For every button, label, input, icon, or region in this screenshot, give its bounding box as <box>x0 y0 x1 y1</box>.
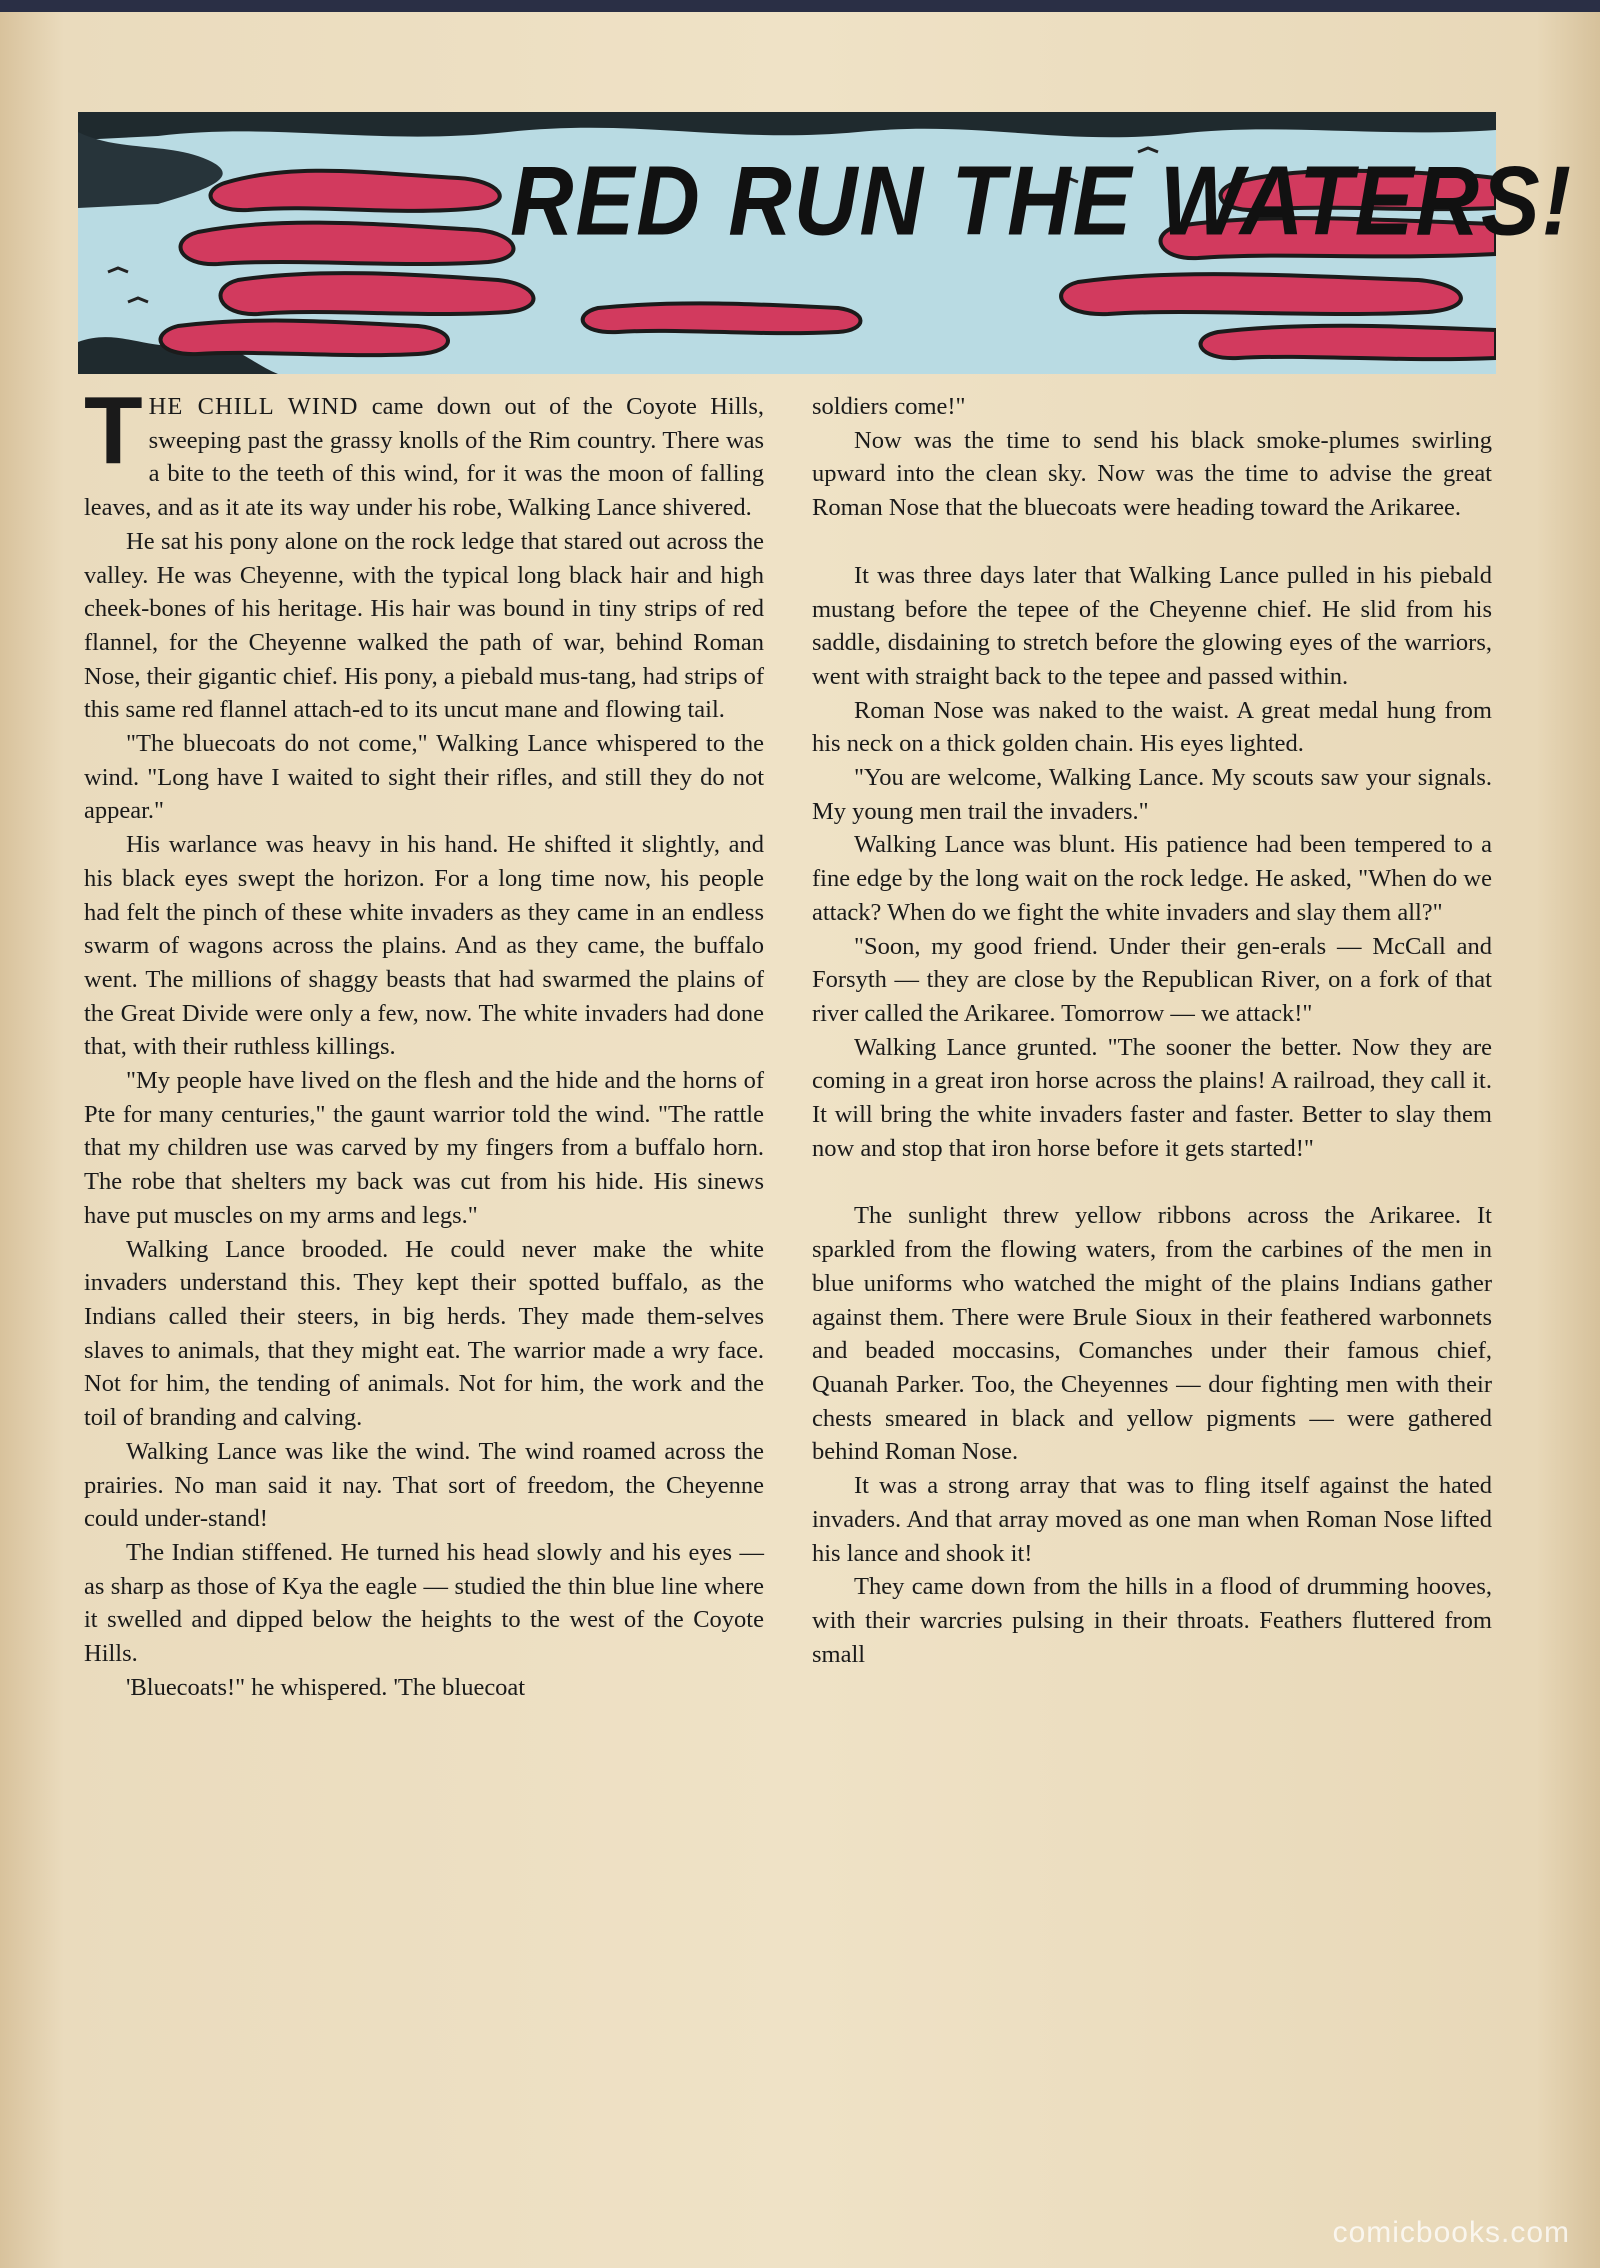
paragraph: He sat his pony alone on the rock ledge that stared out across the valley. He was Cheyenne, with the typical long black hair and high cheek-bones of his heritage. His hair was bound in tiny strips of red flannel, for the Cheyenne walked the path of war, behind Roman Nose, their gigantic chief. His pony, a piebald mus-tang, had strips of this same red flannel attach-ed to its uncut mane and flowing tail. <box>84 527 764 724</box>
paragraph: Walking Lance brooded. He could never make the white invaders understand this. They kept their spotted buffalo, as the Indians called their steers, in big herds. They made them-selves slaves to animals, that they might eat. The warrior made a wry face. Not for him, the tending of animals. Not for him, the work and the toil of branding and calving. <box>84 1235 764 1432</box>
drop-cap: T <box>84 377 143 484</box>
paragraph: The Indian stiffened. He turned his head slowly and his eyes — as sharp as those of Kya the eagle — studied the thin blue line where it swelled and dipped below the heights to the west of the Coyote Hills. <box>84 1538 764 1668</box>
paragraph: It was a strong array that was to fling itself against the hated invaders. And that array moved as one man when Roman Nose lifted his lance and shook it! <box>812 1472 1492 1567</box>
paragraph: Walking Lance was blunt. His patience had been tempered to a fine edge by the long wait on the rock ledge. He asked, "When do we attack? When do we fight the white invaders and slay them all?" <box>812 831 1492 926</box>
watermark: comicbooks.com <box>1332 2216 1570 2249</box>
top-border <box>0 0 1600 12</box>
paragraph: "You are welcome, Walking Lance. My scouts saw your signals. My young men trail the invaders." <box>812 764 1492 825</box>
paragraph: "Soon, my good friend. Under their gen-erals — McCall and Forsyth — they are close by the Republican River, on a fork of that river called the Arikaree. Tomorrow — we attack!" <box>812 932 1492 1027</box>
paragraph: "The bluecoats do not come," Walking Lance whispered to the wind. "Long have I waited to sight their rifles, and still they do not appear." <box>84 730 764 825</box>
paragraph: 'Bluecoats!" he whispered. 'The bluecoat <box>126 1673 526 1701</box>
paragraph: "My people have lived on the flesh and the hide and the horns of Pte for many centuries," the gaunt warrior told the wind. "The rattle that my children use was carved by my fingers from a buffalo horn. The robe that shelters my back was cut from his hide. His sinews have put muscles on my arms and legs." <box>84 1067 764 1229</box>
paragraph: Roman Nose was naked to the waist. A great medal hung from his neck on a thick golden chain. His eyes lighted. <box>812 696 1492 758</box>
story-title: RED RUN THE WATERS! <box>510 145 1574 256</box>
paragraph: It was three days later that Walking Lance pulled in his piebald mustang before the tepee of the Cheyenne chief. He slid from his saddle, disdaining to stretch before the glowing eyes of the warriors, went with straight back to the tepee and passed within. <box>812 561 1492 690</box>
paragraph: They came down from the hills in a flood of drumming hooves, with their warcries pulsing in their throats. Feathers fluttered from small <box>812 1573 1492 1668</box>
paragraph: Walking Lance grunted. "The sooner the better. Now they are coming in a great iron horse across the plains! A railroad, they call it. It will bring the white invaders faster and faster. Better to slay them now and stop that iron horse before it gets started!" <box>812 1033 1492 1162</box>
paragraph: soldiers come!" <box>812 393 966 420</box>
paragraph: His warlance was heavy in his hand. He shifted it slightly, and his black eyes swept the horizon. For a long time now, his people had felt the pinch of these white invaders as they came in an endless swarm of wagons across the plains. And as they came, the buffalo went. The millions of shaggy beasts that had swarmed the plains of the Great Divide were only a few, now. The white invaders had done that, with their ruthless killings. <box>84 831 764 1061</box>
paragraph: Now was the time to send his black smoke-plumes swirling upward into the clean sky. Now was the time to advise the great Roman Nose that the bluecoats were heading toward the Arikaree. <box>812 426 1492 522</box>
right-column <box>812 390 1492 1671</box>
paragraph: Walking Lance was like the wind. The wind roamed across the prairies. No man said it nay. That sort of freedom, the Cheyenne could under-stand! <box>84 1437 764 1533</box>
paragraph: The sunlight threw yellow ribbons across the Arikaree. It sparkled from the flowing waters, from the carbines of the men in blue uniforms who watched the might of the plains Indians gather against them. There were Brule Sioux in their feathered warbonnets and beaded moccasins, Comanches under their famous chief, Quanah Parker. Too, the Cheyennes — dour fighting men with their chests smeared in black and yellow pigments — were gathered behind Roman Nose. <box>812 1202 1492 1466</box>
lead-words: HE CHILL WIND <box>148 393 359 420</box>
left-column <box>84 377 764 1704</box>
paragraph-text: came down out of the Coyote Hills, sweeping past the grassy knolls of the Rim country. There was a bite to the teeth of this wind, for it was the moon of falling leaves, and as it ate its way under his robe, Walking Lance shivered. <box>84 393 764 522</box>
opening-paragraph <box>84 377 764 525</box>
